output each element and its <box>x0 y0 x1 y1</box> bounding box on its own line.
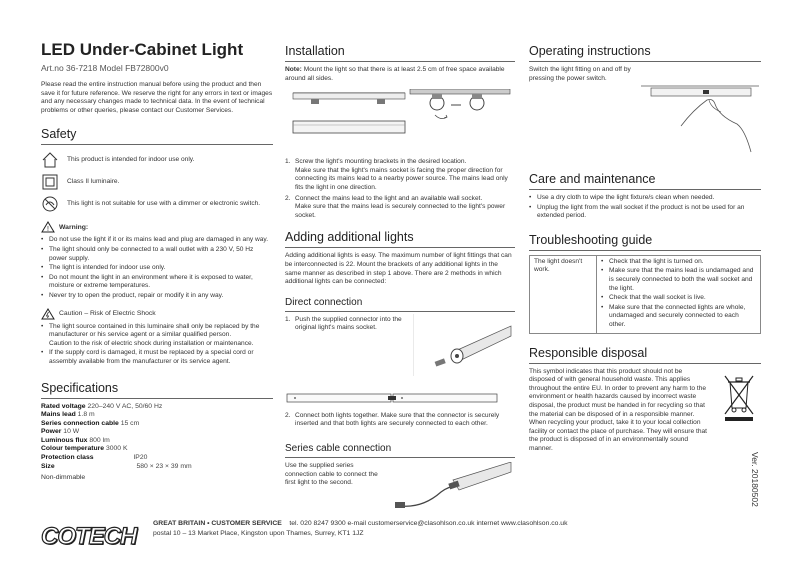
power-switch-diagram <box>641 66 761 154</box>
article-number: Art.no 36-7218 Model FB72800v0 <box>41 63 169 73</box>
list-item: • Check that the wall socket is live. <box>601 294 756 303</box>
class2-icon <box>41 173 59 191</box>
column-left <box>41 40 273 483</box>
checks-cell <box>597 255 761 333</box>
spec-value: IP20 <box>133 454 148 462</box>
spec-label: Luminous flux <box>41 436 88 444</box>
spec-row <box>41 411 273 420</box>
version-label: Ver. 20180502 <box>750 452 760 507</box>
weee-bin-icon <box>721 372 757 422</box>
care-list <box>529 194 761 221</box>
non-dimmable: Non-dimmable <box>41 474 86 482</box>
installation-note <box>285 66 515 83</box>
safety-class2 <box>41 171 273 193</box>
spec-row <box>41 420 273 429</box>
list-item: 2. Connect the mains lead to the light and an available wall socket. Make sure that the mains lead is securely connected to the light's power socket. <box>285 194 506 219</box>
list-item: • Make sure that the connected lights are whole, undamaged and securely connected to each other. <box>601 304 756 330</box>
step-text: Connect the mains lead to the light and an available wall socket. <box>295 194 483 202</box>
spec-value: 800 lm <box>89 436 110 444</box>
shock-text-1: The light source contained in this luminaire shall only be replaced by the manufacturer or his service agent or a similar qualified person. <box>49 322 260 339</box>
list-item: 2. Connect both lights together. Make sure that the connector is securely inserted and that both lights are securely connected to each other. <box>285 411 500 428</box>
footer-gb: GREAT BRITAIN • CUSTOMER SERVICE <box>153 520 282 527</box>
list-item: • The light should only be connected to a wall outlet with a 230 V, 50 Hz power supply. <box>41 246 273 263</box>
operating-heading: Operating instructions <box>529 44 761 62</box>
list-item: • Do not mount the light in an environment where it is exposed to water, moisture or extreme temperatures. <box>41 274 273 291</box>
trouble-heading: Troubleshooting guide <box>529 233 761 251</box>
spec-value: 580 × 23 × 39 mm <box>136 462 192 470</box>
spec-value: 10 W <box>63 428 80 436</box>
warning-header <box>41 221 273 233</box>
shock-label: Caution – Risk of Electric Shock <box>59 310 156 318</box>
spec-row <box>41 454 273 463</box>
series-cable-diagram <box>393 462 513 512</box>
spec-label: Rated voltage <box>41 402 86 410</box>
list-item: 1. Screw the light's mounting brackets in the desired location. Make sure that the light's mains socket is facing the proper direction for connecting its mains lead to a nearby power source. The mains lead only fits the light in one direction. <box>285 158 508 191</box>
spec-row <box>41 463 273 472</box>
operating-section <box>529 66 761 154</box>
spec-row <box>41 428 273 437</box>
safety-dimmer-text: This light is not suitable for use with a dimmer or electronic switch. <box>67 200 261 208</box>
connector-diagram <box>413 314 513 376</box>
direct-steps-2 <box>285 412 515 429</box>
list-item <box>41 323 273 349</box>
problem-cell: The light doesn't work. <box>530 255 597 333</box>
list-item: • The light is intended for indoor use only. <box>41 264 273 273</box>
warning-list <box>41 236 273 300</box>
list-item: • Use a dry cloth to wipe the light fixture/s clean when needed. <box>529 194 761 203</box>
spec-label: Size <box>41 462 55 470</box>
disposal-text: This symbol indicates that this product should not be disposed of with general household waste. This applies throughout the entire EU. In order to prevent any harm to the environment or health hazards caused by incorrect waste disposal, the product must be handed in for recycling so that the material can be disposed of in a responsible manner. When recycling your product, take it to your local collection facility or contact the place of purchase. They will ensure that the product is disposed of in an environmentally sound manner. <box>529 367 708 452</box>
spec-row <box>41 403 273 412</box>
operating-text: Switch the light fitting on and off by pressing the power switch. <box>529 66 631 82</box>
direct-steps <box>285 316 405 333</box>
disposal-heading: Responsible disposal <box>529 346 761 364</box>
spec-row <box>41 437 273 446</box>
series-section <box>285 462 515 488</box>
footer-postal: postal 10 – 13 Market Place, Kingston upon Thames, Surrey, KT1 1JZ <box>153 530 364 537</box>
spec-value: 1.8 m <box>77 411 95 419</box>
warning-label: Warning: <box>59 223 89 231</box>
installation-heading: Installation <box>285 44 515 62</box>
installation-diagram <box>285 89 515 151</box>
spec-label: Series connection cable <box>41 419 119 427</box>
disposal-section <box>529 368 761 454</box>
intro-text: Please read the entire instruction manual before using the product and then save it for future reference. We reserve the right for any errors in text or images and any necessary changes made to technical data. In the event of technical problems or other queries, please contact our Customer Services. <box>41 81 273 114</box>
additional-text: Adding additional lights is easy. The maximum number of light fittings that can be interconnected is 22. Mount the brackets of any additional lights in the same manner as described in step 1 above. There are 2 methods in which additional lights can be connected: <box>285 252 512 286</box>
shock-text-1-sub: Caution to the risk of electric shock during installation or maintenance. <box>49 339 254 347</box>
column-middle <box>285 44 515 488</box>
list-item: • Do not use the light if it or its mains lead and plug are damaged in any way. <box>41 236 273 245</box>
specs-list <box>41 403 273 483</box>
step-subtext: Make sure that the light's mains socket is facing the proper direction for connecting its mains lead to a nearby power source. The mains lead only fits the light in one direction. <box>295 166 508 191</box>
direct-heading: Direct connection <box>285 297 515 312</box>
no-dimmer-icon <box>41 195 59 213</box>
safety-indoor <box>41 149 273 171</box>
safety-dimmer <box>41 193 273 215</box>
step-text: Connect both lights together. Make sure that the connector is securely inserted and that both lights are securely connected to each other. <box>295 411 500 428</box>
house-icon <box>41 151 59 169</box>
footer <box>41 519 761 555</box>
spec-label: Protection class <box>41 454 94 462</box>
specs-heading: Specifications <box>41 381 273 399</box>
troubleshooting-table <box>529 255 761 334</box>
spec-label: Power <box>41 428 62 436</box>
checks-list <box>601 258 756 330</box>
safety-heading: Safety <box>41 127 273 145</box>
note-text: Mount the light so that there is at least 2.5 cm of free space available around all sides. <box>285 66 505 82</box>
care-heading: Care and maintenance <box>529 172 761 190</box>
additional-heading: Adding additional lights <box>285 230 515 248</box>
spec-value: 220–240 V AC, 50/60 Hz <box>87 402 163 410</box>
list-item: • Check that the light is turned on. <box>601 258 756 267</box>
brand-logo: COTECH <box>41 523 137 550</box>
spec-label: Colour temperature <box>41 445 105 453</box>
step-text: Push the supplied connector into the original light's mains socket. <box>295 315 402 332</box>
footer-contact <box>153 519 568 539</box>
series-heading: Series cable connection <box>285 443 515 458</box>
step-text: Screw the light's mounting brackets in the desired location. <box>295 158 467 166</box>
shock-header <box>41 308 273 320</box>
safety-indoor-text: This product is intended for indoor use only. <box>67 156 195 164</box>
two-lights-diagram <box>285 391 500 405</box>
list-item: • Unplug the light from the wall socket if the product is not be used for an extended period. <box>529 204 761 221</box>
series-text: Use the supplied series connection cable to connect the first light to the second. <box>285 461 378 487</box>
spec-row <box>41 445 273 454</box>
list-item: • If the supply cord is damaged, it must be replaced by a special cord or assembly available from the manufacturer or its service agent. <box>41 349 273 366</box>
column-right <box>529 44 761 453</box>
step-subtext: Make sure that the mains lead is securely connected to the light's power socket. <box>295 203 506 219</box>
shock-icon <box>41 308 55 320</box>
safety-class2-text: Class II luminaire. <box>67 178 120 186</box>
direct-section <box>285 316 515 392</box>
page-title: LED Under-Cabinet Light <box>41 40 244 59</box>
footer-contact-text: tel. 020 8247 9300 e-mail customerservice@clasohlson.co.uk internet www.clasohlson.co.uk <box>289 520 568 527</box>
list-item: • Never try to open the product, repair or modify it in any way. <box>41 292 273 301</box>
spec-value: 15 cm <box>120 419 140 427</box>
warning-icon <box>41 221 55 233</box>
table-row <box>530 255 761 333</box>
installation-steps <box>285 158 515 220</box>
spec-label: Mains lead <box>41 411 76 419</box>
list-item: 1. Push the supplied connector into the original light's mains socket. <box>285 315 402 332</box>
svg-text:!: ! <box>47 226 49 234</box>
spec-value: 3000 K <box>105 445 128 453</box>
note-label: Note: <box>285 66 302 73</box>
shock-list <box>41 323 273 367</box>
list-item: • Make sure that the mains lead is undamaged and is securely connected to both the wall socket and the light. <box>601 267 756 293</box>
footer-line-1 <box>153 519 568 529</box>
